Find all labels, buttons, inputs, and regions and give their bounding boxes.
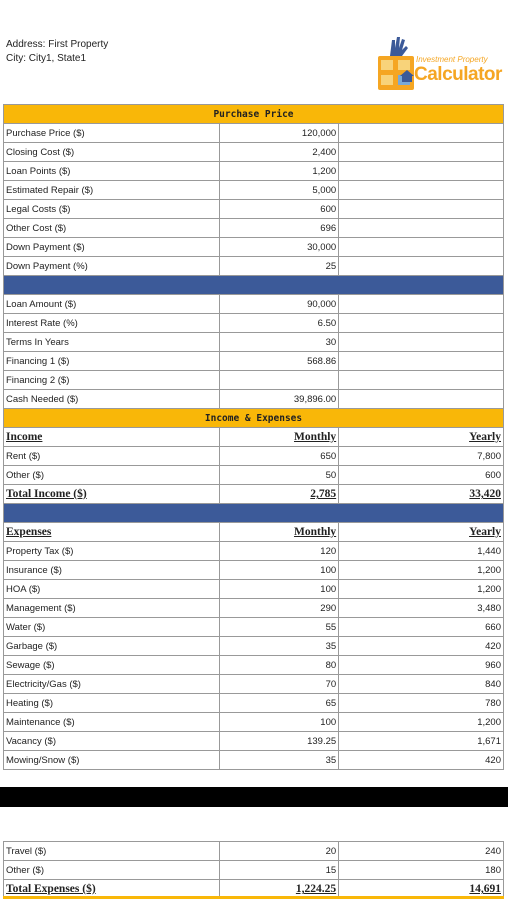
row-value: 568.86 (219, 352, 338, 371)
row-value: 30 (219, 333, 338, 352)
table-row (4, 352, 504, 371)
row-monthly: 55 (219, 618, 338, 637)
total-income-row (4, 485, 504, 504)
row-label: Mowing/Snow ($) (4, 751, 220, 770)
row-monthly: 70 (219, 675, 338, 694)
calculator-logo (378, 34, 504, 90)
table-row (4, 542, 504, 561)
row-value: 6.50 (219, 314, 338, 333)
yearly-heading: Yearly (469, 526, 501, 538)
row-label: Loan Amount ($) (4, 295, 220, 314)
row-label: Terms In Years (4, 333, 220, 352)
table-row (4, 694, 504, 713)
row-label: Other ($) (4, 861, 220, 880)
row-monthly: 120 (219, 542, 338, 561)
row-yearly: 1,200 (339, 713, 504, 732)
row-monthly: 35 (219, 637, 338, 656)
row-yearly: 1,200 (339, 561, 504, 580)
row-label: Electricity/Gas ($) (4, 675, 220, 694)
row-monthly: 65 (219, 694, 338, 713)
table-row (4, 314, 504, 333)
row-monthly: 650 (219, 447, 338, 466)
table-row (4, 238, 504, 257)
row-value: 30,000 (219, 238, 338, 257)
yearly-heading: Yearly (469, 431, 501, 443)
row-yearly: 180 (339, 861, 504, 880)
row-monthly: 50 (219, 466, 338, 485)
row-monthly: 35 (219, 751, 338, 770)
row-value: 39,896.00 (219, 390, 338, 409)
row-label: Down Payment ($) (4, 238, 220, 257)
total-income-monthly: 2,785 (310, 488, 337, 500)
section-divider (4, 504, 504, 523)
table-row (4, 861, 504, 880)
monthly-heading: Monthly (293, 431, 337, 443)
row-monthly: 15 (219, 861, 338, 880)
table-row (4, 732, 504, 751)
row-yearly: 660 (339, 618, 504, 637)
row-monthly: 290 (219, 599, 338, 618)
row-yearly: 960 (339, 656, 504, 675)
city-line: City: City1, State1 (6, 53, 87, 64)
row-label: Other Cost ($) (4, 219, 220, 238)
total-expenses-label: Total Expenses ($) (6, 883, 96, 895)
row-label: Financing 1 ($) (4, 352, 220, 371)
row-yearly: 1,671 (339, 732, 504, 751)
row-value: 90,000 (219, 295, 338, 314)
table-row (4, 371, 504, 390)
table-row (4, 713, 504, 732)
expenses-heading: Expenses (6, 526, 52, 538)
row-label: Insurance ($) (4, 561, 220, 580)
row-label: Purchase Price ($) (4, 124, 220, 143)
row-value (219, 371, 338, 390)
row-yearly: 1,440 (339, 542, 504, 561)
row-label: Financing 2 ($) (4, 371, 220, 390)
row-yearly: 3,480 (339, 599, 504, 618)
table-row (4, 561, 504, 580)
logo-subtitle: Investment Property (416, 55, 488, 64)
row-value: 5,000 (219, 181, 338, 200)
bottom-accent-bar (3, 896, 504, 899)
row-yearly: 420 (339, 751, 504, 770)
address-line: Address: First Property (6, 39, 109, 50)
row-label: Travel ($) (4, 842, 220, 861)
row-label: Estimated Repair ($) (4, 181, 220, 200)
total-income-label: Total Income ($) (6, 488, 87, 500)
table-row (4, 181, 504, 200)
row-value: 1,200 (219, 162, 338, 181)
row-yearly: 7,800 (339, 447, 504, 466)
row-label: Legal Costs ($) (4, 200, 220, 219)
table-row (4, 637, 504, 656)
property-header (6, 38, 108, 66)
total-expenses-yearly: 14,691 (469, 883, 501, 895)
row-label: Loan Points ($) (4, 162, 220, 181)
table-row (4, 618, 504, 637)
row-monthly: 20 (219, 842, 338, 861)
table-row (4, 599, 504, 618)
row-label: Closing Cost ($) (4, 143, 220, 162)
table-row (4, 124, 504, 143)
expenses-continued-table (3, 841, 504, 899)
row-value: 25 (219, 257, 338, 276)
row-monthly: 80 (219, 656, 338, 675)
income-heading: Income (6, 431, 43, 443)
table-row (4, 162, 504, 181)
row-monthly: 100 (219, 713, 338, 732)
row-yearly: 840 (339, 675, 504, 694)
row-label: Rent ($) (4, 447, 220, 466)
table-row (4, 295, 504, 314)
row-value: 2,400 (219, 143, 338, 162)
table-row (4, 842, 504, 861)
row-label: Other ($) (4, 466, 220, 485)
section-divider (4, 276, 504, 295)
row-yearly: 1,200 (339, 580, 504, 599)
row-yearly: 420 (339, 637, 504, 656)
table-row (4, 580, 504, 599)
row-monthly: 139.25 (219, 732, 338, 751)
row-value: 120,000 (219, 124, 338, 143)
monthly-heading: Monthly (293, 526, 337, 538)
row-yearly: 600 (339, 466, 504, 485)
table-row (4, 219, 504, 238)
row-value: 696 (219, 219, 338, 238)
row-label: Maintenance ($) (4, 713, 220, 732)
row-label: Garbage ($) (4, 637, 220, 656)
table-row (4, 333, 504, 352)
row-value: 600 (219, 200, 338, 219)
table-row (4, 675, 504, 694)
row-label: Management ($) (4, 599, 220, 618)
row-label: Interest Rate (%) (4, 314, 220, 333)
purchase-section-title: Purchase Price (4, 105, 504, 124)
purchase-table (3, 104, 504, 770)
page-break-band (0, 787, 508, 807)
table-row (4, 656, 504, 675)
expenses-header-row (4, 523, 504, 542)
table-row (4, 143, 504, 162)
row-label: Heating ($) (4, 694, 220, 713)
income-expenses-section-title: Income & Expenses (4, 409, 504, 428)
table-row (4, 390, 504, 409)
row-yearly: 240 (339, 842, 504, 861)
row-label: Sewage ($) (4, 656, 220, 675)
row-label: Property Tax ($) (4, 542, 220, 561)
row-label: Down Payment (%) (4, 257, 220, 276)
table-row (4, 447, 504, 466)
table-row (4, 751, 504, 770)
row-yearly: 780 (339, 694, 504, 713)
row-label: Cash Needed ($) (4, 390, 220, 409)
table-row (4, 466, 504, 485)
income-header-row (4, 428, 504, 447)
table-row (4, 200, 504, 219)
row-monthly: 100 (219, 561, 338, 580)
row-label: HOA ($) (4, 580, 220, 599)
house-icon (400, 70, 414, 82)
row-monthly: 100 (219, 580, 338, 599)
total-income-yearly: 33,420 (469, 488, 501, 500)
row-label: Water ($) (4, 618, 220, 637)
total-expenses-monthly: 1,224.25 (295, 883, 337, 895)
row-label: Vacancy ($) (4, 732, 220, 751)
table-row (4, 257, 504, 276)
logo-title: Calculator (414, 64, 502, 85)
